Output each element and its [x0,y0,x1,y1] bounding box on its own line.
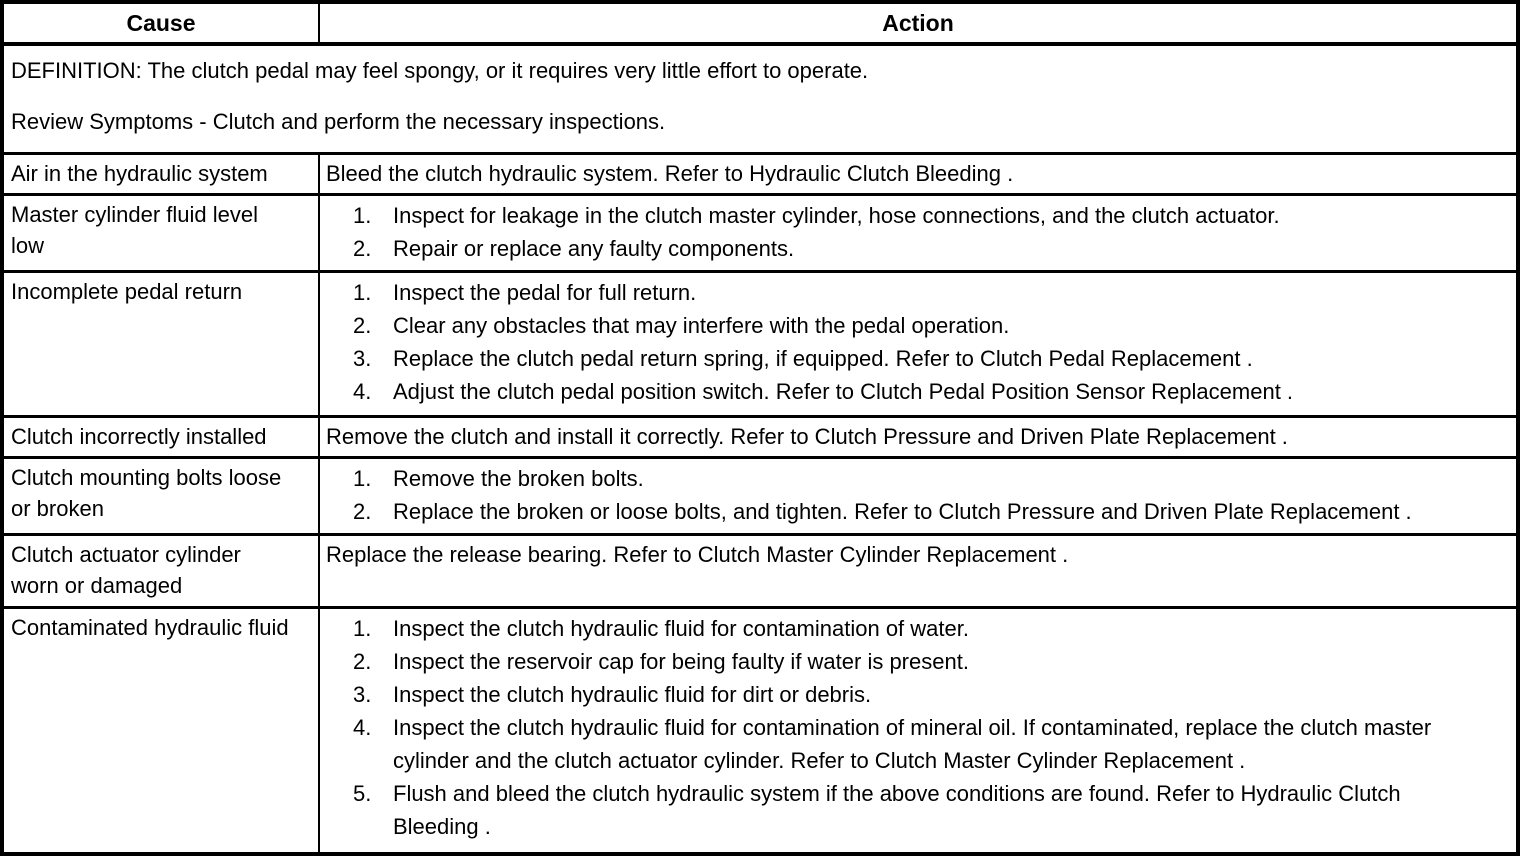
header-row [2,2,1518,44]
column-header-cause: Cause [2,2,319,44]
action-step: Inspect the pedal for full return. [393,279,697,305]
table-row [2,153,1518,194]
definition-cell [2,44,1518,153]
action-text: Bleed the clutch hydraulic system. Refer to Hydraulic Clutch Bleeding . [326,160,1014,186]
action-step: Clear any obstacles that may interfere with the pedal operation. [393,312,1010,338]
cause-cell: Clutch mounting bolts loose or broken [2,457,319,534]
action-cell [319,416,1518,457]
cause-cell: Clutch incorrectly installed [2,416,319,457]
column-header-action: Action [319,2,1518,44]
action-step: Inspect for leakage in the clutch master cylinder, hose connections, and the clutch actuator. [393,202,1280,228]
table-row [2,416,1518,457]
action-step: Inspect the reservoir cap for being faulty if water is present. [393,648,969,674]
action-cell [319,194,1518,271]
table-row [2,194,1518,271]
action-text: Remove the clutch and install it correctly. Refer to Clutch Pressure and Driven Plate Replacement . [326,423,1288,449]
cause-cell: Contaminated hydraulic fluid [2,607,319,854]
action-cell [319,271,1518,416]
action-step: Flush and bleed the clutch hydraulic system if the above conditions are found. Refer to Hydraulic Clutch Bleeding . [393,780,1401,839]
action-list [326,276,1476,408]
table-row [2,607,1518,854]
action-step: Replace the broken or loose bolts, and tighten. Refer to Clutch Pressure and Driven Plate Replacement . [393,498,1412,524]
action-step: Replace the clutch pedal return spring, if equipped. Refer to Clutch Pedal Replacement . [393,345,1253,371]
action-text: Replace the release bearing. Refer to Clutch Master Cylinder Replacement . [326,541,1069,567]
cause-cell: Master cylinder fluid level low [2,194,319,271]
action-step: Remove the broken bolts. [393,465,644,491]
action-cell [319,534,1518,607]
review-symptoms-text: Review Symptoms - Clutch and perform the necessary inspections. [11,109,666,134]
cause-cell: Clutch actuator cylinder worn or damaged [2,534,319,607]
cause-cell: Air in the hydraulic system [2,153,319,194]
action-cell [319,607,1518,854]
action-step: Adjust the clutch pedal position switch. Refer to Clutch Pedal Position Sensor Replacement . [393,378,1294,404]
table-header [2,2,1518,44]
action-cell [319,457,1518,534]
action-step: Inspect the clutch hydraulic fluid for contamination of water. [393,615,969,641]
action-list [326,199,1476,265]
action-list [326,462,1476,528]
action-step: Inspect the clutch hydraulic fluid for contamination of mineral oil. If contaminated, replace the clutch master cylinder and the clutch actuator cylinder. Refer to Clutch Master Cylinder Replacement . [393,714,1432,773]
cause-cell: Incomplete pedal return [2,271,319,416]
action-list [326,612,1476,843]
definition-row [2,44,1518,153]
action-step: Repair or replace any faulty components. [393,235,795,261]
table-row [2,457,1518,534]
table-row [2,534,1518,607]
table-body [2,44,1518,854]
action-cell [319,153,1518,194]
table-row [2,271,1518,416]
definition-text: DEFINITION: The clutch pedal may feel spongy, or it requires very little effort to operate. [11,58,869,83]
action-step: Inspect the clutch hydraulic fluid for dirt or debris. [393,681,872,707]
